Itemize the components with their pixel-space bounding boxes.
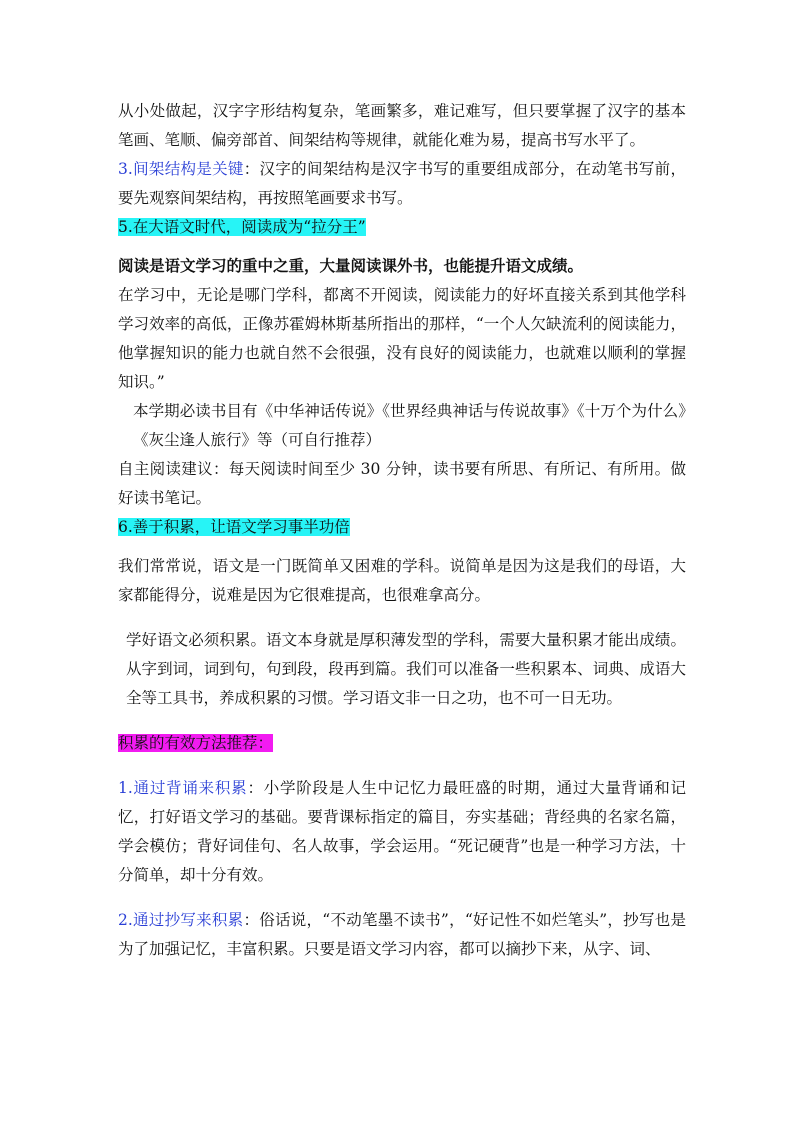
method-2-title: 2.通过抄写来积累 xyxy=(118,911,244,929)
paragraph-3: 在学习中，无论是哪门学科，都离不开阅读，阅读能力的好坏直接关系到其他学科学习效率的高低，正像苏霍姆林斯基所指出的那样，“一个人欠缺流利的阅读能力，他掌握知识的能力也就自然不会很强，没有良好的阅读能力，也就难以顺利的掌握知识。” xyxy=(118,286,686,391)
paragraph-1: 从小处做起，汉字字形结构复杂，笔画繁多，难记难写，但只要掌握了汉字的基本笔画、笔顺、偏旁部首、间架结构等规律，就能化难为易，提高书写水平了。 xyxy=(118,102,686,149)
document-page xyxy=(118,97,686,964)
heading-5 xyxy=(118,213,686,242)
paragraph-2-body: ：汉字的间架结构是汉字书写的重要组成部分，在动笔书写前，要先观察间架结构，再按照笔画要求书写。 xyxy=(118,160,686,207)
heading-6 xyxy=(118,513,686,542)
method-1 xyxy=(118,774,686,890)
paragraph-4: 本学期必读书目有《中华神话传说》《世界经典神话与传说故事》《十万个为什么》《灰尘逢人旅行》等（可自行推荐） xyxy=(133,402,686,449)
paragraph-5: 自主阅读建议：每天阅读时间至少 30 分钟，读书要有所思、有所记、有所用。做好读书笔记。 xyxy=(118,460,686,507)
paragraph-2 xyxy=(118,155,686,213)
paragraph-7: 学好语文必须积累。语文本身就是厚积薄发型的学科，需要大量积累才能出成绩。从字到词，词到句，句到段，段再到篇。我们可以准备一些积累本、词典、成语大全等工具书，养成积累的习惯。学习语文非一日之功，也不可一日无功。 xyxy=(126,631,686,707)
method-1-body: ：小学阶段是人生中记忆力最旺盛的时期，通过大量背诵和记忆，打好语文学习的基础。要背课标指定的篇目，夯实基础；背经典的名家名篇，学会模仿；背好词佳句、名人故事，学会运用。“死记硬背”也是一种学习方法，十分简单，却十分有效。 xyxy=(118,779,686,884)
method-2 xyxy=(118,906,686,964)
heading-5-text: 5.在大语文时代，阅读成为“拉分王” xyxy=(118,218,366,236)
method-2-body: ：俗话说，“不动笔墨不读书”，“好记性不如烂笔头”，抄写也是为了加强记忆，丰富积累。只要是语文学习内容，都可以摘抄下来，从字、词、 xyxy=(118,911,686,958)
method-1-title: 1.通过背诵来积累 xyxy=(118,779,248,797)
heading-methods xyxy=(118,729,686,758)
heading-methods-text: 积累的有效方法推荐： xyxy=(118,734,274,752)
bold-statement: 阅读是语文学习的重中之重，大量阅读课外书，也能提升语文成绩。 xyxy=(118,257,584,275)
paragraph-6: 我们常常说，语文是一门既简单又困难的学科。说简单是因为这是我们的母语，大家都能得分，说难是因为它很难提高，也很难拿高分。 xyxy=(118,557,686,604)
paragraph-2-title: 3.间架结构是关键 xyxy=(118,160,244,178)
heading-6-text: 6.善于积累，让语文学习事半功倍 xyxy=(118,518,350,536)
